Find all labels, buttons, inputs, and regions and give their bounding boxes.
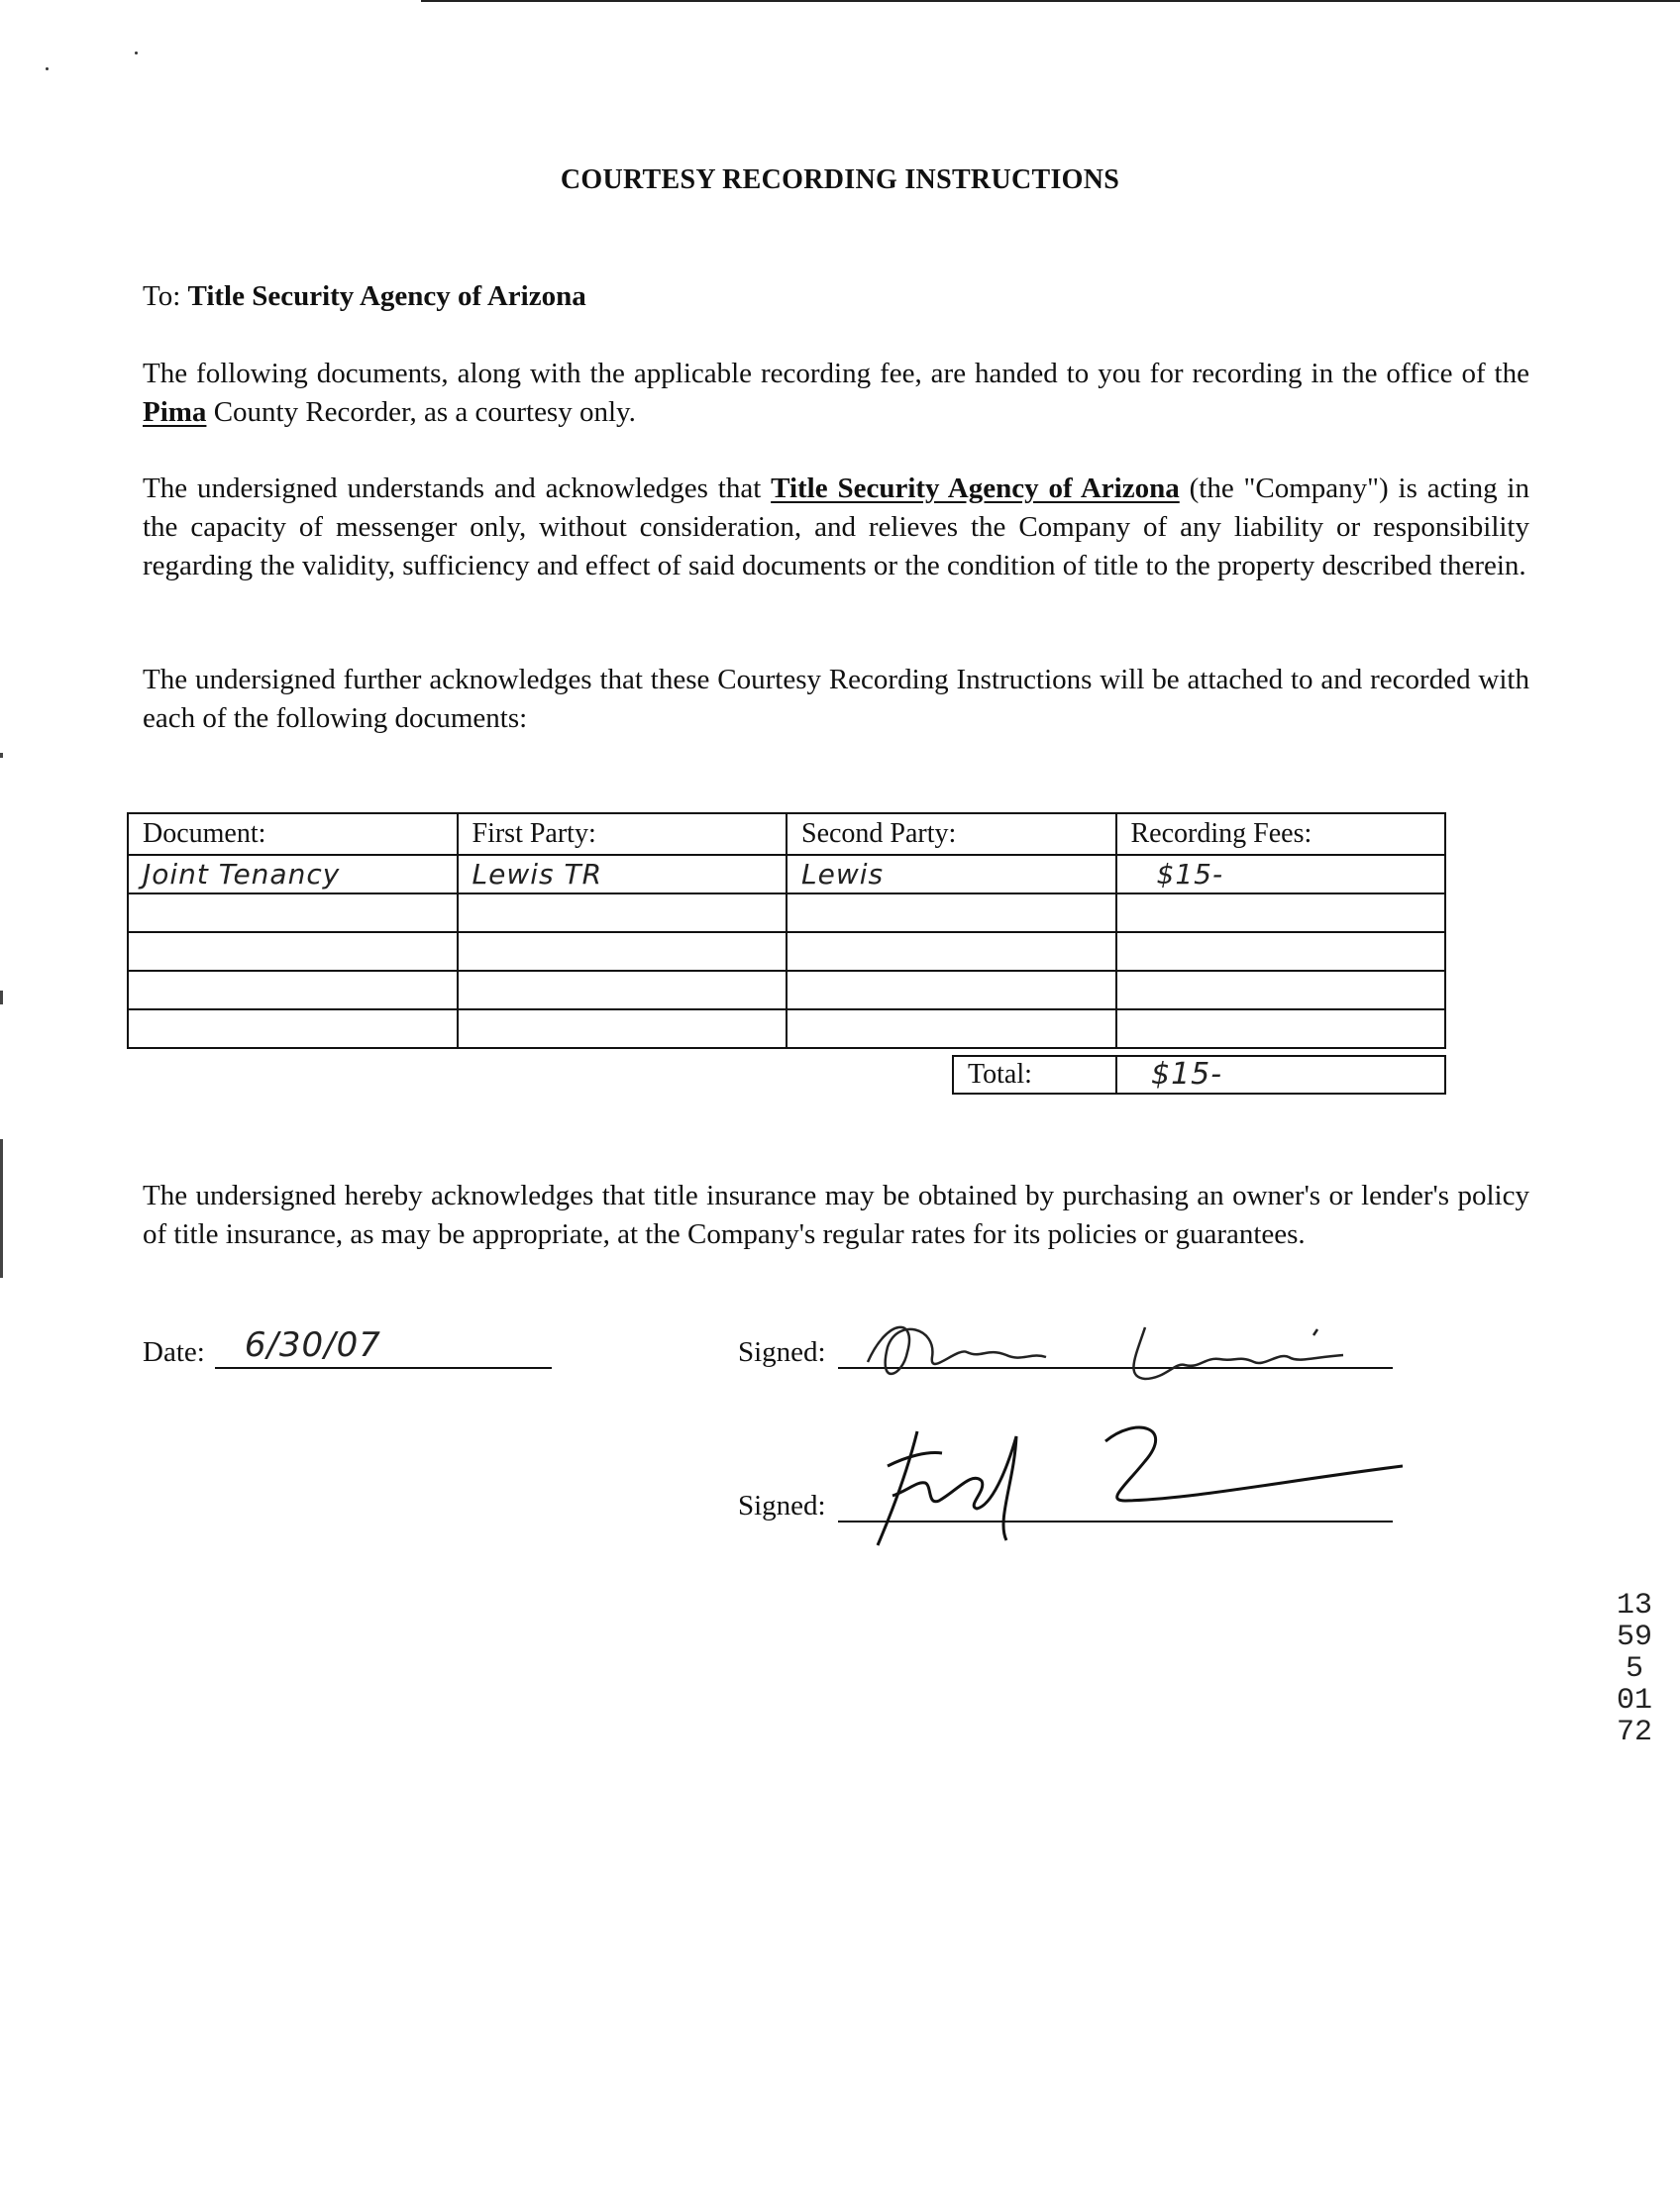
signature-row-2 [738,1481,1393,1522]
county-name: Pima [143,396,207,428]
cell-second-party: Lewis [787,855,1116,893]
top-edge-rule [421,0,1680,2]
page-title: COURTESY RECORDING INSTRUCTIONS [560,164,1120,195]
table-row [128,1009,1445,1048]
cell-first-party: Lewis TR [458,855,788,893]
intro-text-2: County Recorder, as a courtesy only. [206,396,636,428]
date-row [143,1327,552,1369]
header-recording-fees: Recording Fees: [1116,813,1446,855]
signed-label-2: Signed: [738,1490,826,1522]
header-document: Document: [128,813,458,855]
cell-document [128,932,458,971]
signed-label-1: Signed: [738,1336,826,1368]
cell-second-party [787,932,1116,971]
table-row [128,855,1445,893]
signature-1-scribble [848,1308,1393,1397]
cell-second-party [787,893,1116,932]
cell-recording-fee: $15- [1116,855,1446,893]
company-name: Title Security Agency of Arizona [771,472,1180,504]
cell-document: Joint Tenancy [128,855,458,893]
header-second-party: Second Party: [787,813,1116,855]
ack-text-1: The undersigned understands and acknowledges that [143,472,772,504]
total-label: Total: [954,1057,1117,1093]
recipient-name: Title Security Agency of Arizona [187,280,586,312]
header-first-party: First Party: [458,813,788,855]
acknowledgement-paragraph [143,470,1529,585]
ack-text-2: (the "Company") is acting in the capacity of messenger only, without consideration, and relieves the Company of any liability or responsibility regarding the validity, sufficiency and effect of said documents or the condition of title to the property described therein. [143,472,1529,581]
signature-field-1 [838,1327,1393,1369]
scan-edge-mark [0,753,3,758]
cell-recording-fee [1116,893,1446,932]
cell-first-party [458,971,788,1009]
to-prefix: To: [143,280,181,312]
scan-speck [46,67,49,70]
signature-field-2 [838,1481,1393,1522]
table-row [128,932,1445,971]
table-row [128,971,1445,1009]
cell-second-party [787,1009,1116,1048]
date-field [215,1327,552,1369]
documents-table [127,812,1446,1049]
signature-2-scribble [848,1412,1403,1550]
date-label: Date: [143,1336,205,1368]
attachment-paragraph: The undersigned further acknowledges that these Courtesy Recording Instructions will be attached to and recorded with each of the following documents: [143,664,1529,734]
cell-first-party [458,1009,788,1048]
cell-document [128,893,458,932]
cell-first-party [458,893,788,932]
cell-second-party [787,971,1116,1009]
intro-text-1: The following documents, along with the applicable recording fee, are handed to you for recording in the office of the [143,358,1529,389]
scan-edge-mark [0,1139,3,1278]
total-box [952,1055,1446,1095]
recording-stamp-number: 13595 0172 [1616,1589,1652,1749]
cell-recording-fee [1116,932,1446,971]
date-value: 6/30/07 [244,1325,381,1365]
signature-row-1 [738,1327,1393,1369]
scan-edge-mark [0,991,3,1004]
intro-paragraph [143,355,1529,432]
table-row [128,893,1445,932]
cell-document [128,971,458,1009]
cell-recording-fee [1116,1009,1446,1048]
scan-speck [135,52,138,54]
recipient-line [143,280,586,313]
cell-document [128,1009,458,1048]
total-value: $15- [1151,1057,1223,1092]
table-header-row [128,813,1445,855]
cell-recording-fee [1116,971,1446,1009]
cell-first-party [458,932,788,971]
title-insurance-paragraph: The undersigned hereby acknowledges that title insurance may be obtained by purchasing an owner's or lender's policy of title insurance, as may be appropriate, at the Company's regular rates for its policies or guarantees. [143,1180,1529,1250]
